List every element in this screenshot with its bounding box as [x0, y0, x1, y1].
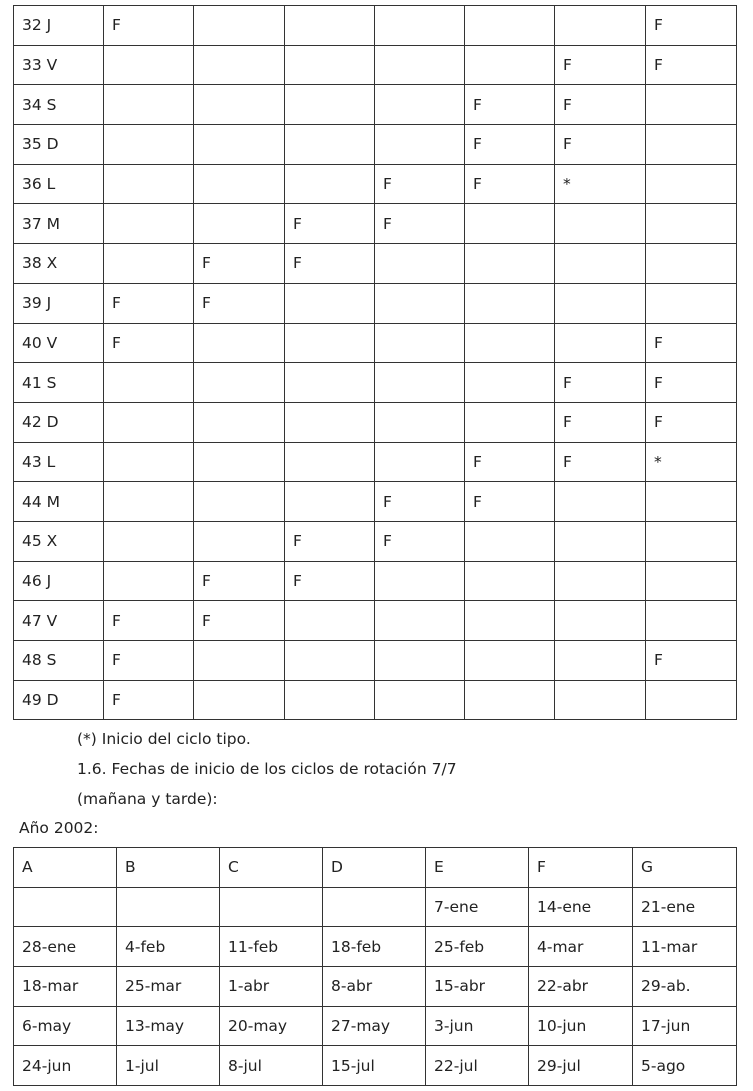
date-cell: 1-jul [117, 1046, 220, 1086]
table-cell [104, 521, 194, 561]
date-cell: 15-abr [426, 967, 529, 1007]
table-cell [375, 283, 465, 323]
table-row [14, 402, 737, 442]
date-cell: 1-abr [220, 967, 323, 1007]
cycle-table-body [14, 887, 737, 1085]
table-cell: F [104, 283, 194, 323]
day-label-cell: 48 S [14, 641, 104, 681]
column-header: C [220, 848, 323, 888]
table-cell: F [555, 402, 646, 442]
table-cell: F [194, 601, 285, 641]
rota-table-body [14, 6, 737, 720]
table-cell [194, 641, 285, 681]
table-cell [555, 482, 646, 522]
table-cell [646, 204, 737, 244]
date-cell: 15-jul [323, 1046, 426, 1086]
day-label-cell: 47 V [14, 601, 104, 641]
table-row [14, 887, 737, 927]
date-cell: 28-ene [14, 927, 117, 967]
table-row [14, 561, 737, 601]
table-cell: F [285, 244, 375, 284]
table-cell [285, 45, 375, 85]
table-cell [465, 6, 555, 46]
table-cell [646, 85, 737, 125]
table-cell: F [285, 561, 375, 601]
table-cell [194, 323, 285, 363]
day-label-cell: 41 S [14, 363, 104, 403]
table-cell [375, 680, 465, 720]
day-label-cell: 44 M [14, 482, 104, 522]
table-cell: F [555, 85, 646, 125]
table-cell: F [465, 164, 555, 204]
table-cell [555, 641, 646, 681]
date-cell: 6-may [14, 1006, 117, 1046]
table-cell [375, 323, 465, 363]
date-cell: 21-ene [633, 887, 737, 927]
table-cell [104, 204, 194, 244]
table-cell: F [646, 323, 737, 363]
table-cell: F [375, 521, 465, 561]
date-cell [14, 887, 117, 927]
table-cell: F [375, 164, 465, 204]
table-cell [194, 6, 285, 46]
table-cell [285, 402, 375, 442]
table-cell: * [646, 442, 737, 482]
table-cell [646, 680, 737, 720]
table-cell [194, 204, 285, 244]
table-cell [375, 601, 465, 641]
table-cell: F [465, 125, 555, 165]
day-label-cell: 40 V [14, 323, 104, 363]
column-header: A [14, 848, 117, 888]
date-cell: 8-abr [323, 967, 426, 1007]
table-cell [646, 561, 737, 601]
table-cell: F [104, 323, 194, 363]
table-cell [555, 323, 646, 363]
date-cell: 29-jul [529, 1046, 633, 1086]
asterisk-note: (*) Inicio del ciclo tipo. [77, 730, 251, 748]
table-cell [555, 244, 646, 284]
table-cell: F [646, 363, 737, 403]
table-cell [465, 561, 555, 601]
table-cell: F [194, 561, 285, 601]
table-row [14, 641, 737, 681]
column-header: B [117, 848, 220, 888]
table-cell: F [104, 601, 194, 641]
table-cell [285, 442, 375, 482]
table-row [14, 601, 737, 641]
table-cell [465, 323, 555, 363]
table-cell [465, 521, 555, 561]
date-cell [117, 887, 220, 927]
table-cell: F [555, 442, 646, 482]
day-label-cell: 46 J [14, 561, 104, 601]
table-cell [646, 164, 737, 204]
header-row [14, 848, 737, 888]
table-cell [555, 601, 646, 641]
column-header: E [426, 848, 529, 888]
date-cell [323, 887, 426, 927]
column-header: D [323, 848, 426, 888]
table-cell [465, 45, 555, 85]
section-heading: 1.6. Fechas de inicio de los ciclos de rotación 7/7 [77, 760, 457, 778]
rota-table [13, 5, 737, 720]
table-row [14, 6, 737, 46]
table-cell [646, 482, 737, 522]
table-cell: F [375, 204, 465, 244]
table-cell [194, 363, 285, 403]
table-cell: F [646, 641, 737, 681]
table-cell [285, 641, 375, 681]
table-cell [194, 521, 285, 561]
date-cell: 18-mar [14, 967, 117, 1007]
table-cell [375, 6, 465, 46]
table-row [14, 164, 737, 204]
date-cell: 4-feb [117, 927, 220, 967]
day-label-cell: 33 V [14, 45, 104, 85]
table-cell: F [555, 363, 646, 403]
table-cell [194, 45, 285, 85]
table-cell [375, 85, 465, 125]
table-cell [555, 204, 646, 244]
table-cell [375, 442, 465, 482]
table-row [14, 85, 737, 125]
date-cell: 20-may [220, 1006, 323, 1046]
year-label: Año 2002: [19, 819, 99, 837]
date-cell: 18-feb [323, 927, 426, 967]
table-cell: F [104, 680, 194, 720]
date-cell: 13-may [117, 1006, 220, 1046]
table-cell [194, 680, 285, 720]
table-cell [555, 521, 646, 561]
table-cell [646, 283, 737, 323]
day-label-cell: 45 X [14, 521, 104, 561]
table-cell [646, 244, 737, 284]
table-cell [104, 85, 194, 125]
table-row [14, 323, 737, 363]
section-heading-continuation: (mañana y tarde): [77, 790, 218, 808]
table-cell [104, 363, 194, 403]
day-label-cell: 36 L [14, 164, 104, 204]
date-cell: 14-ene [529, 887, 633, 927]
table-cell [375, 125, 465, 165]
table-cell [465, 601, 555, 641]
table-cell: F [285, 521, 375, 561]
table-row [14, 244, 737, 284]
date-cell: 4-mar [529, 927, 633, 967]
table-cell [465, 204, 555, 244]
table-cell [104, 164, 194, 204]
date-cell: 11-mar [633, 927, 737, 967]
table-row [14, 967, 737, 1007]
table-cell [465, 244, 555, 284]
table-cell [104, 482, 194, 522]
date-cell [220, 887, 323, 927]
table-cell: F [375, 482, 465, 522]
table-cell [465, 402, 555, 442]
table-cell: * [555, 164, 646, 204]
date-cell: 8-jul [220, 1046, 323, 1086]
table-cell [104, 442, 194, 482]
table-cell [285, 125, 375, 165]
day-label-cell: 37 M [14, 204, 104, 244]
table-cell [194, 442, 285, 482]
day-label-cell: 49 D [14, 680, 104, 720]
table-cell: F [104, 641, 194, 681]
table-row [14, 927, 737, 967]
table-cell [375, 402, 465, 442]
table-cell [285, 164, 375, 204]
table-cell [375, 561, 465, 601]
table-cell: F [104, 6, 194, 46]
table-cell [285, 85, 375, 125]
table-cell [555, 6, 646, 46]
table-cell [375, 363, 465, 403]
table-row [14, 442, 737, 482]
date-cell: 17-jun [633, 1006, 737, 1046]
table-row [14, 482, 737, 522]
table-cell [104, 45, 194, 85]
table-cell [285, 363, 375, 403]
table-row [14, 521, 737, 561]
table-cell: F [194, 244, 285, 284]
table-cell: F [555, 125, 646, 165]
table-cell [104, 125, 194, 165]
table-cell [646, 601, 737, 641]
table-cell: F [465, 482, 555, 522]
table-row [14, 1046, 737, 1086]
date-cell: 25-feb [426, 927, 529, 967]
table-cell [375, 641, 465, 681]
table-cell: F [646, 6, 737, 46]
table-row [14, 125, 737, 165]
table-cell [104, 244, 194, 284]
day-label-cell: 35 D [14, 125, 104, 165]
day-label-cell: 38 X [14, 244, 104, 284]
date-cell: 5-ago [633, 1046, 737, 1086]
date-cell: 10-jun [529, 1006, 633, 1046]
date-cell: 29-ab. [633, 967, 737, 1007]
date-cell: 7-ene [426, 887, 529, 927]
table-row [14, 45, 737, 85]
column-header: F [529, 848, 633, 888]
date-cell: 22-abr [529, 967, 633, 1007]
table-cell [465, 680, 555, 720]
table-cell [194, 125, 285, 165]
table-cell: F [465, 442, 555, 482]
table-row [14, 283, 737, 323]
table-cell [104, 402, 194, 442]
table-cell [194, 402, 285, 442]
day-label-cell: 32 J [14, 6, 104, 46]
table-cell [104, 561, 194, 601]
table-cell [465, 363, 555, 403]
table-row [14, 680, 737, 720]
table-cell [285, 680, 375, 720]
table-row [14, 204, 737, 244]
date-cell: 11-feb [220, 927, 323, 967]
table-cell [285, 482, 375, 522]
day-label-cell: 34 S [14, 85, 104, 125]
cycle-table-header [14, 848, 737, 888]
table-cell: F [555, 45, 646, 85]
day-label-cell: 42 D [14, 402, 104, 442]
day-label-cell: 43 L [14, 442, 104, 482]
date-cell: 25-mar [117, 967, 220, 1007]
column-header: G [633, 848, 737, 888]
table-row [14, 1006, 737, 1046]
table-cell [465, 641, 555, 681]
table-cell [285, 283, 375, 323]
date-cell: 3-jun [426, 1006, 529, 1046]
table-cell [465, 283, 555, 323]
table-cell [194, 164, 285, 204]
table-cell [194, 482, 285, 522]
table-row [14, 363, 737, 403]
date-cell: 24-jun [14, 1046, 117, 1086]
table-cell [375, 244, 465, 284]
table-cell: F [285, 204, 375, 244]
table-cell: F [646, 402, 737, 442]
table-cell [285, 6, 375, 46]
table-cell [646, 521, 737, 561]
table-cell: F [465, 85, 555, 125]
table-cell [285, 601, 375, 641]
table-cell: F [646, 45, 737, 85]
table-cell: F [194, 283, 285, 323]
table-cell [285, 323, 375, 363]
table-cell [646, 125, 737, 165]
table-cell [555, 561, 646, 601]
day-label-cell: 39 J [14, 283, 104, 323]
table-cell [555, 680, 646, 720]
cycle-start-dates-table [13, 847, 737, 1086]
table-cell [194, 85, 285, 125]
table-cell [375, 45, 465, 85]
table-cell [555, 283, 646, 323]
date-cell: 22-jul [426, 1046, 529, 1086]
date-cell: 27-may [323, 1006, 426, 1046]
